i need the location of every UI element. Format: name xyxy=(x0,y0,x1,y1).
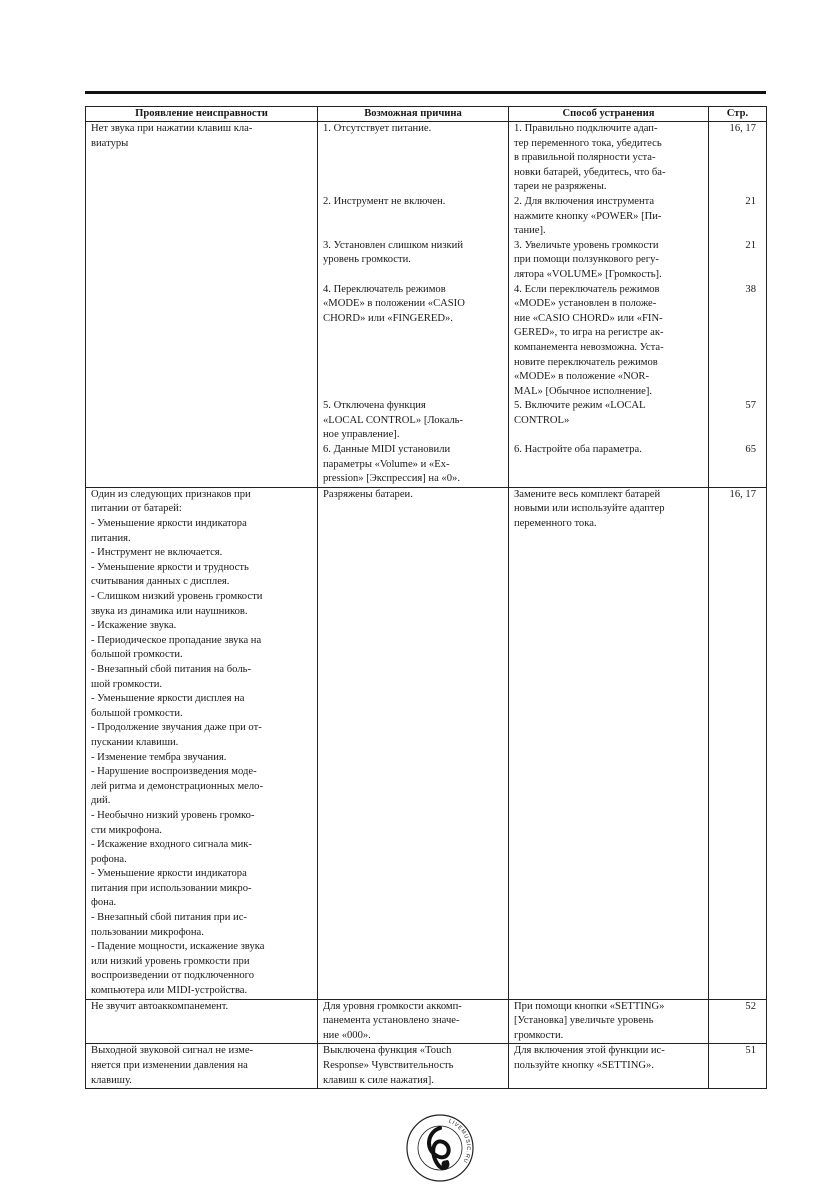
text-line: «MODE» в положении «CASIO xyxy=(323,298,465,310)
text-line: дий. xyxy=(91,795,111,807)
text-line: Для уровня громкости аккомп- xyxy=(323,1000,462,1012)
page-number: 16, 17 xyxy=(729,123,756,134)
page-cell xyxy=(709,487,767,999)
cause-item xyxy=(323,283,503,400)
text-line: - Продолжение звучания даже при от- xyxy=(91,722,262,734)
symptom-cell xyxy=(86,1044,318,1089)
text-line: тание]. xyxy=(514,225,546,237)
page-number: 65 xyxy=(745,444,756,456)
symptom-cell xyxy=(86,122,318,488)
text-line: пользовании микрофона. xyxy=(91,926,204,938)
fix-cell xyxy=(509,487,709,999)
fix-item xyxy=(514,122,703,195)
text-line: MAL» [Обычное исполнение]. xyxy=(514,385,653,397)
text-line: - Необычно низкий уровень громко- xyxy=(91,809,255,821)
text-line: лей ритма и демонстрационных мело- xyxy=(91,780,263,792)
page-item xyxy=(714,283,756,400)
text-line: 5. Включите режим «LOCAL xyxy=(514,400,646,412)
page-number: 16, 17 xyxy=(729,488,756,500)
text-line: - Уменьшение яркости индикатора xyxy=(91,868,247,880)
text-line: пускании клавиши. xyxy=(91,736,179,748)
fix-cell xyxy=(509,122,709,488)
text-line: клавишу. xyxy=(91,1074,132,1086)
symptom-cell xyxy=(86,487,318,999)
text-line: компанемента невозможна. Уста- xyxy=(514,341,664,353)
cause-item xyxy=(323,399,503,443)
text-line: - Искажение входного сигнала мик- xyxy=(91,839,252,851)
text-line: Замените весь комплект батарей xyxy=(514,488,661,500)
page-number: 52 xyxy=(745,1000,756,1012)
header-cause: Возможная причина xyxy=(318,107,509,122)
page-number: 57 xyxy=(745,400,756,412)
text-line: клавиш к силе нажатия]. xyxy=(323,1074,434,1086)
page-item xyxy=(714,195,756,239)
text-line: Не звучит автоаккомпанемент. xyxy=(91,1000,229,1012)
fix-item xyxy=(514,1000,703,1044)
text-line: - Уменьшение яркости и трудность xyxy=(91,561,249,573)
text-line: рофона. xyxy=(91,853,127,865)
cause-cell xyxy=(318,487,509,999)
cause-cell xyxy=(318,1044,509,1089)
text-line: Выключена функция «Touch xyxy=(323,1045,452,1057)
text-line: новите переключатель режимов xyxy=(514,356,658,368)
cause-item xyxy=(323,488,503,532)
page-item xyxy=(714,443,756,487)
fix-item xyxy=(514,488,703,532)
fix-item xyxy=(514,1044,703,1088)
header-symptom: Проявление неисправности xyxy=(86,107,318,122)
text-line: - Внезапный сбой питания на боль- xyxy=(91,663,251,675)
text-line: - Слишком низкий уровень громкости xyxy=(91,591,263,602)
text-line: CONTROL» xyxy=(514,414,570,426)
text-line: считывания данных с дисплея. xyxy=(91,576,230,588)
text-line: при помощи ползункового регу- xyxy=(514,254,659,266)
text-line: Для включения этой функции ис- xyxy=(514,1045,665,1057)
cause-item xyxy=(323,122,503,195)
text-line: панемента установлено значе- xyxy=(323,1015,460,1027)
text-line: «MODE» установлен в положе- xyxy=(514,298,657,310)
table-header-row xyxy=(86,107,767,122)
text-line: Выходной звуковой сигнал не изме- xyxy=(91,1045,254,1057)
table-row xyxy=(86,122,767,488)
text-line: виатуры xyxy=(91,137,129,149)
text-line: компьютера или MIDI-устройства. xyxy=(91,985,248,997)
fix-item xyxy=(514,239,703,283)
text-line: - Нарушение воспроизведения моде- xyxy=(91,766,257,778)
cause-cell xyxy=(318,122,509,488)
text-line: фона. xyxy=(91,897,117,909)
table-body xyxy=(86,122,767,1089)
text-line: 3. Установлен слишком низкий xyxy=(323,239,463,251)
text-line: няется при изменении давления на xyxy=(91,1060,248,1071)
fix-item xyxy=(514,399,703,443)
fix-cell xyxy=(509,999,709,1044)
cause-item xyxy=(323,239,503,283)
page-item xyxy=(714,1044,756,1088)
troubleshooting-table xyxy=(85,106,767,1089)
text-line: ние «000». xyxy=(323,1029,371,1041)
fix-item xyxy=(514,283,703,400)
text-line: переменного тока. xyxy=(514,518,597,530)
text-line: тареи не разряжены. xyxy=(514,181,607,193)
text-line: - Изменение тембра звучания. xyxy=(91,751,227,763)
text-line: 2. Инструмент не включен. xyxy=(323,195,446,207)
text-line: 4. Если переключатель режимов xyxy=(514,283,660,295)
page-number: 21 xyxy=(745,195,756,207)
text-line: 1. Правильно подключите адап- xyxy=(514,123,658,134)
text-line: пользуйте кнопку «SETTING». xyxy=(514,1060,654,1071)
logo-text: LIVEMUSIC.RU xyxy=(447,1118,472,1165)
text-line: питании от батарей: xyxy=(91,503,182,515)
page-item xyxy=(714,122,756,195)
page-cell xyxy=(709,1044,767,1089)
text-line: pression» [Экспрессия] на «0». xyxy=(323,473,460,485)
text-line: уровень громкости. xyxy=(323,254,411,266)
header-page: Стр. xyxy=(709,107,767,122)
cause-item xyxy=(323,195,503,239)
cause-cell xyxy=(318,999,509,1044)
text-line: или низкий уровень громкости при xyxy=(91,955,250,967)
text-line: в правильной полярности уста- xyxy=(514,152,656,164)
page-item xyxy=(714,488,756,532)
text-line: Response» Чувствительность xyxy=(323,1060,454,1071)
text-line: громкости. xyxy=(514,1029,564,1041)
text-line: Разряжены батареи. xyxy=(323,488,413,500)
cause-item xyxy=(323,1000,503,1044)
text-line: «MODE» в положение «NOR- xyxy=(514,371,649,383)
text-line: ние «CASIO CHORD» или «FIN- xyxy=(514,312,663,324)
text-line: большой громкости. xyxy=(91,707,183,719)
text-line: новки батарей, убедитесь, что ба- xyxy=(514,166,666,178)
text-line: - Инструмент не включается. xyxy=(91,547,223,559)
cause-item xyxy=(323,443,503,487)
fix-item xyxy=(514,195,703,239)
text-line: - Периодическое пропадание звука на xyxy=(91,634,262,646)
text-line: GERED», то игра на регистре ак- xyxy=(514,327,664,339)
text-line: 6. Данные MIDI установили xyxy=(323,444,451,456)
fix-cell xyxy=(509,1044,709,1089)
text-line: сти микрофона. xyxy=(91,824,162,836)
page-number: 51 xyxy=(745,1045,756,1057)
text-line: большой громкости. xyxy=(91,649,183,661)
text-line: - Падение мощности, искажение звука xyxy=(91,941,265,953)
text-line: Нет звука при нажатии клавиш кла- xyxy=(91,123,253,134)
table-row xyxy=(86,1044,767,1089)
text-line: CHORD» или «FINGERED». xyxy=(323,312,453,324)
header-fix: Способ устранения xyxy=(509,107,709,122)
text-line: 4. Переключатель режимов xyxy=(323,283,446,295)
page-item xyxy=(714,399,756,443)
svg-text:LIVEMUSIC.RU xyxy=(448,1119,471,1165)
text-line: воспроизведении от подключенного xyxy=(91,970,255,982)
text-line: лятора «VOLUME» [Громкость]. xyxy=(514,268,662,280)
text-line: питания. xyxy=(91,532,131,544)
table-row xyxy=(86,999,767,1044)
page-number: 38 xyxy=(745,283,756,295)
page-cell xyxy=(709,122,767,488)
page-cell xyxy=(709,999,767,1044)
top-rule xyxy=(85,91,766,94)
text-line: 3. Увеличьте уровень громкости xyxy=(514,239,659,251)
text-line: ное управление]. xyxy=(323,429,400,441)
text-line: [Установка] увеличьте уровень xyxy=(514,1015,654,1027)
text-line: - Внезапный сбой питания при ис- xyxy=(91,912,247,924)
text-line: При помощи кнопки «SETTING» xyxy=(514,1000,665,1012)
symptom-cell xyxy=(86,999,318,1044)
text-line: - Искажение звука. xyxy=(91,620,177,632)
text-line: параметры «Volume» и «Ex- xyxy=(323,458,450,470)
table-row xyxy=(86,487,767,999)
text-line: - Уменьшение яркости дисплея на xyxy=(91,693,245,705)
text-line: 6. Настройте оба параметра. xyxy=(514,444,642,456)
text-line: нажмите кнопку «POWER» [Пи- xyxy=(514,210,662,222)
text-line: 1. Отсутствует питание. xyxy=(323,123,432,134)
text-line: шой громкости. xyxy=(91,678,163,690)
text-line: новыми или используйте адаптер xyxy=(514,503,665,515)
text-line: 5. Отключена функция xyxy=(323,400,426,412)
cause-item xyxy=(323,1044,503,1088)
text-line: звука из динамика или наушников. xyxy=(91,605,248,617)
text-line: питания при использовании микро- xyxy=(91,882,252,894)
text-line: тер переменного тока, убедитесь xyxy=(514,137,662,149)
page-item xyxy=(714,239,756,283)
text-line: 2. Для включения инструмента xyxy=(514,195,655,207)
text-line: «LOCAL CONTROL» [Локаль- xyxy=(323,414,464,426)
text-line: Один из следующих признаков при xyxy=(91,488,251,500)
page-number: 21 xyxy=(745,239,756,251)
fix-item xyxy=(514,443,703,487)
text-line: - Уменьшение яркости индикатора xyxy=(91,518,247,530)
page-item xyxy=(714,1000,756,1044)
livemusic-logo xyxy=(399,1110,481,1182)
